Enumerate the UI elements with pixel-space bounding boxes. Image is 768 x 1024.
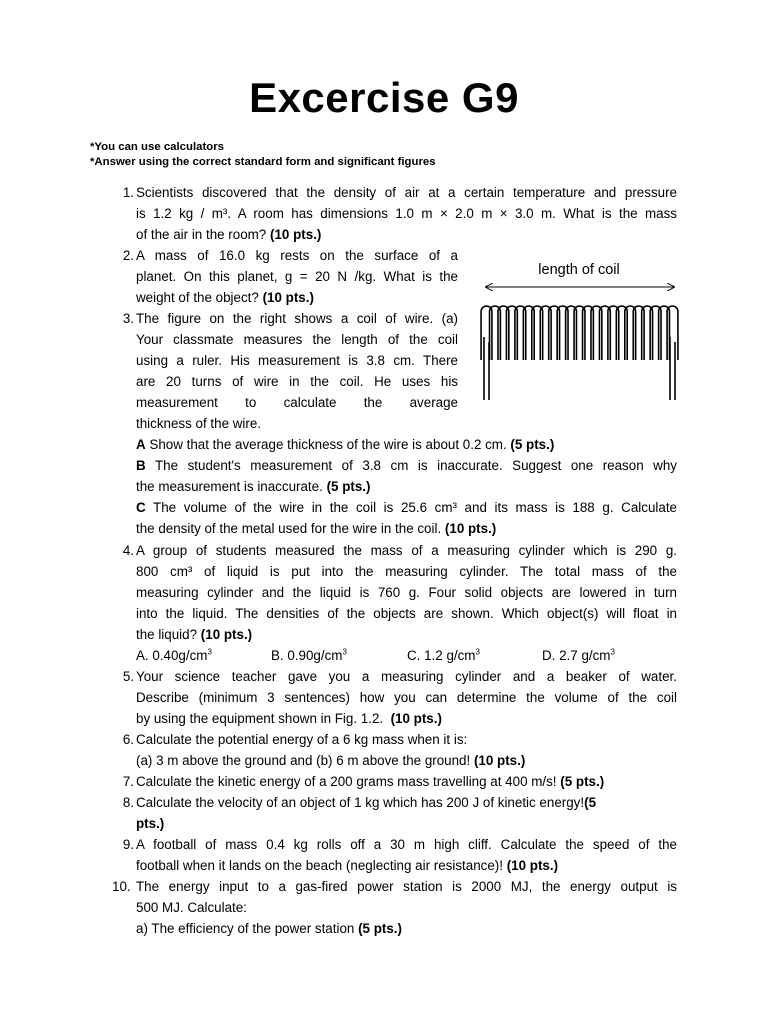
question-text-line: A football of mass 0.4 kg rolls off a 30 m high cliff. Calculate the speed of the [136,837,677,852]
question-text-line: football when it lands on the beach (neglecting air resistance)! [136,858,503,873]
question-number: 1. [122,185,134,200]
question-text-line: measurement to calculate the average [136,395,458,410]
question-text-line: 500 MJ. Calculate: [136,900,247,915]
question-text-line: planet. On this planet, g = 20 N /kg. What is the [136,269,458,284]
points-label: (10 pts.) [473,753,526,768]
points-label: (10 pts.) [444,521,497,536]
question-text-line: thickness of the wire. [136,416,262,431]
part-label: B [136,458,146,473]
page-title: Excercise G9 [249,74,519,121]
points-label: (5 pts.) [326,479,371,494]
points-label: (10 pts.) [262,290,314,305]
question-text-line: 800 cm³ of liquid is put into the measuring cylinder. The total mass of the [136,564,677,579]
part-label: A [136,437,146,452]
question-number: 4. [122,543,134,558]
question-text-line: Your classmate measures the length of the coil [136,332,458,347]
question-text-line: A group of students measured the mass of a measuring cylinder which is 290 g. [136,543,677,558]
coil-figure [474,262,684,407]
points-label: (10 pts.) [506,858,559,873]
part-text: The volume of the wire in the coil is 25.6 cm³ and its mass is 188 g. Calculate [153,500,677,515]
question-text-line: Describe (minimum 3 sentences) how you can determine the volume of the coil [136,690,677,705]
question-text-line: into the liquid. The densities of the objects are shown. Which object(s) will float in [136,606,677,621]
question-text-line: Calculate the potential energy of a 6 kg mass when it is: [136,732,468,747]
question-text-line: of the air in the room? [136,227,267,242]
part-text: a) The efficiency of the power station [136,921,355,936]
question-number: 5. [122,669,134,684]
question-text-line: The energy input to a gas-fired power station is 2000 MJ, the energy output is [136,879,677,894]
question-text-line: A mass of 16.0 kg rests on the surface of a [136,248,458,263]
question-text-line: is 1.2 kg / m³. A room has dimensions 1.0 m × 2.0 m × 3.0 m. What is the mass [136,206,677,221]
instruction-standard-form: *Answer using the correct standard form and significant figures [90,156,436,168]
part-text: the density of the metal used for the wire in the coil. [136,521,442,536]
question-text-line: weight of the object? [136,290,259,305]
question-3-part-a [136,434,677,455]
question-text-line: are 20 turns of wire in the coil. He uses his [136,374,458,389]
points-label: (10 pts.) [200,627,253,642]
question-3-part-b [136,455,677,497]
question-10-part-a [136,918,677,939]
question-text-line: (a) 3 m above the ground and (b) 6 m above the ground! [136,753,471,768]
points-label-continued: pts.) [136,816,165,831]
points-label: (10 pts.) [270,227,322,242]
question-number: 8. [122,795,134,810]
part-text: The student's measurement of 3.8 cm is inaccurate. Suggest one reason why [154,458,677,473]
option-c: C. 1.2 $g/cm^3$ [407,647,480,663]
figure-label: length of coil [538,262,620,278]
question-number: 9. [122,837,134,852]
question-number: 7. [122,774,134,789]
points-label: (5 pts.) [510,437,555,452]
question-text-line: the liquid? [136,627,198,642]
question-text-line: Calculate the velocity of an object of 1 kg which has 200 J of kinetic energy! [136,795,585,810]
question-number: 10. [112,879,131,894]
option-a: A. $0.40g/cm^3$ [136,647,212,663]
part-text: Show that the average thickness of the wire is about 0.2 cm. [149,437,507,452]
option-b: B. $0.90g/cm^3$ [271,647,347,663]
question-text-line: by using the equipment shown in Fig. 1.2. [136,711,384,726]
question-text-line: Calculate the kinetic energy of a 200 grams mass travelling at 400 m/s! [136,774,557,789]
points-label: (5 [584,795,597,810]
points-label: (5 pts.) [358,921,402,936]
coil-loops [481,306,678,360]
question-text-line: Scientists discovered that the density of air at a certain temperature and pressure [136,185,677,200]
question-text-line: using a ruler. His measurement is 3.8 cm. There [136,353,458,368]
question-text-line: measuring cylinder and the liquid is 760 g. Four solid objects are lowered in turn [136,585,677,600]
part-text: the measurement is inaccurate. [136,479,323,494]
question-3-part-c [136,497,677,539]
question-number: 3. [122,311,134,326]
question-text-line: Your science teacher gave you a measuring cylinder and a beaker of water. [136,669,677,684]
question-number: 6. [122,732,134,747]
coil-diagram [474,262,684,407]
instruction-calculators: *You can use calculators [90,141,224,153]
instructions [90,140,436,170]
points-label: (10 pts.) [390,711,442,726]
question-text-line: The figure on the right shows a coil of wire. (a) [136,311,458,326]
question-4-options [136,645,677,666]
question-number: 2. [122,248,134,263]
points-label: (5 pts.) [560,774,605,789]
option-d: D. 2.7 $g/cm^3$ [542,647,615,663]
part-label: C [136,500,146,515]
